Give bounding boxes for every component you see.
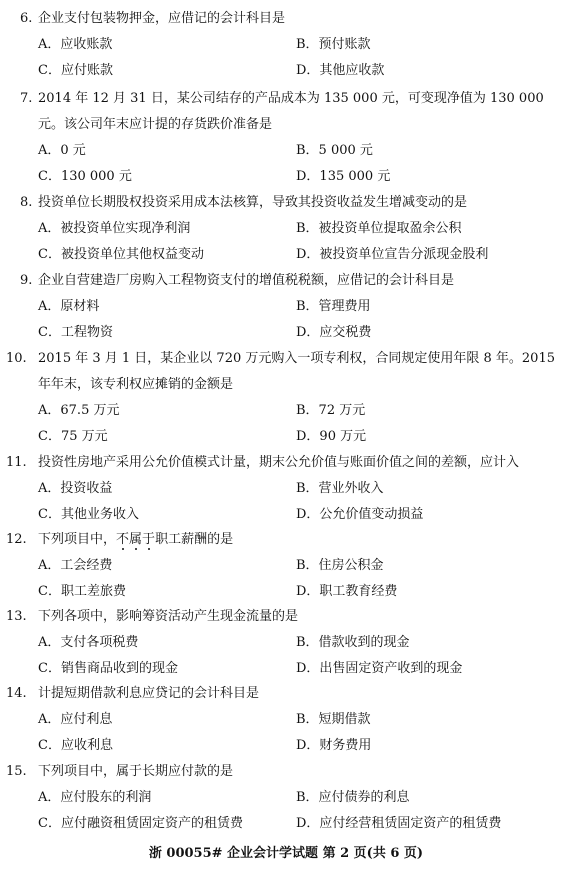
question-number: 8. [20,195,33,210]
option-d: D．应付经营租赁固定资产的租赁费 [296,816,502,831]
question-14 [0,681,572,759]
question-text: 2014 年 12 月 31 日，某公司结存的产品成本为 135 000 元，可变现净值为 130 000 元。该公司年末应计提的存货跌价准备是 [38,91,544,132]
option-d: D．出售固定资产收到的现金 [296,661,463,676]
options [0,707,572,759]
option-c: C．职工差旅费 [38,584,126,599]
option-a: A．应收账款 [38,37,113,52]
question-number: 6. [20,11,33,26]
question-stem [0,527,572,553]
options [0,398,572,450]
options [0,785,572,837]
question-number: 9. [20,273,33,288]
question-number: 12. [6,532,27,547]
question-text: 计提短期借款利息应贷记的会计科目是 [38,686,260,701]
question-text: 投资性房地产采用公允价值模式计量，期末公允价值与账面价值之间的差额，应计入 [38,455,520,470]
option-d: D．职工教育经费 [296,584,398,599]
option-a: A．应付股东的利润 [38,790,152,805]
option-a: A．投资收益 [38,481,113,496]
options [0,216,572,268]
question-number: 7. [20,91,33,106]
options [0,553,572,605]
question-12 [0,527,572,605]
options [0,630,572,682]
question-stem [0,604,572,630]
question-number: 15. [6,764,27,779]
question-7 [0,86,572,190]
question-text-after: 职工薪酬的是 [155,532,234,547]
question-text: 下列各项中，影响筹资活动产生现金流量的是 [38,609,299,624]
question-text [38,527,233,553]
question-text: 投资单位长期股权投资采用成本法核算，导致其投资收益发生增减变动的是 [38,195,468,210]
options [0,138,572,190]
option-d: D．公允价值变动损益 [296,507,424,522]
option-c: C．130 000 元 [38,169,132,184]
question-text: 下列项目中，属于长期应付款的是 [38,764,234,779]
option-a: A．0 元 [38,143,86,158]
question-11 [0,450,572,528]
question-stem [0,190,572,216]
question-stem [0,759,572,785]
option-b: B．72 万元 [296,403,366,418]
question-number: 10. [6,351,27,366]
question-stem [0,86,572,138]
option-c: C．销售商品收到的现金 [38,661,178,676]
option-a: A．应付利息 [38,712,113,727]
question-text-before: 下列项目中， [38,532,117,547]
option-a: A．支付各项税费 [38,635,139,650]
question-number: 13. [6,609,27,624]
page-footer: 浙 00055# 企业会计学试题 第 2 页(共 6 页) [148,846,424,861]
question-stem [0,268,572,294]
question-text: 企业支付包装物押金，应借记的会计科目是 [38,11,286,26]
option-d: D．应交税费 [296,325,372,340]
option-d: D．其他应收款 [296,63,385,78]
option-a: A．67.5 万元 [38,403,120,418]
option-b: B．应付债券的利息 [296,790,410,805]
option-b: B．管理费用 [296,299,371,314]
options [0,32,572,84]
option-c: C．被投资单位其他权益变动 [38,247,204,262]
option-b: B．短期借款 [296,712,371,727]
option-c: C．应付融资租赁固定资产的租赁费 [38,816,243,831]
options [0,294,572,346]
question-9 [0,268,572,346]
emphasis-char: 属 [129,532,143,547]
option-b: B．被投资单位提取盈余公积 [296,221,462,236]
option-a: A．原材料 [38,299,100,314]
question-15 [0,759,572,837]
option-d: D．被投资单位宣告分派现金股利 [296,247,489,262]
option-d: D．财务费用 [296,738,372,753]
option-d: D．135 000 元 [296,169,391,184]
option-a: A．被投资单位实现净利润 [38,221,191,236]
question-stem [0,450,572,476]
emphasis-char: 于 [142,532,156,547]
option-c: C．应收利息 [38,738,113,753]
option-c: C．其他业务收入 [38,507,139,522]
option-b: B．营业外收入 [296,481,384,496]
question-stem [0,6,572,32]
question-8 [0,190,572,268]
question-6 [0,6,572,84]
question-stem [0,681,572,707]
option-a: A．工会经费 [38,558,113,573]
option-b: B．5 000 元 [296,143,373,158]
option-d: D．90 万元 [296,429,367,444]
option-c: C．75 万元 [38,429,108,444]
question-number: 11. [6,455,27,470]
option-c: C．工程物资 [38,325,113,340]
question-text: 企业自营建造厂房购入工程物资支付的增值税税额，应借记的会计科目是 [38,273,455,288]
question-stem [0,346,572,398]
option-c: C．应付账款 [38,63,113,78]
option-b: B．借款收到的现金 [296,635,410,650]
emphasis-char: 不 [116,532,130,547]
question-13 [0,604,572,682]
question-number: 14. [6,686,27,701]
option-b: B．住房公积金 [296,558,384,573]
question-text: 2015 年 3 月 1 日，某企业以 720 万元购入一项专利权，合同规定使用年限 8 年。2015 年年末，该专利权应摊销的金额是 [38,351,555,392]
option-b: B．预付账款 [296,37,371,52]
options [0,476,572,528]
question-10 [0,346,572,450]
